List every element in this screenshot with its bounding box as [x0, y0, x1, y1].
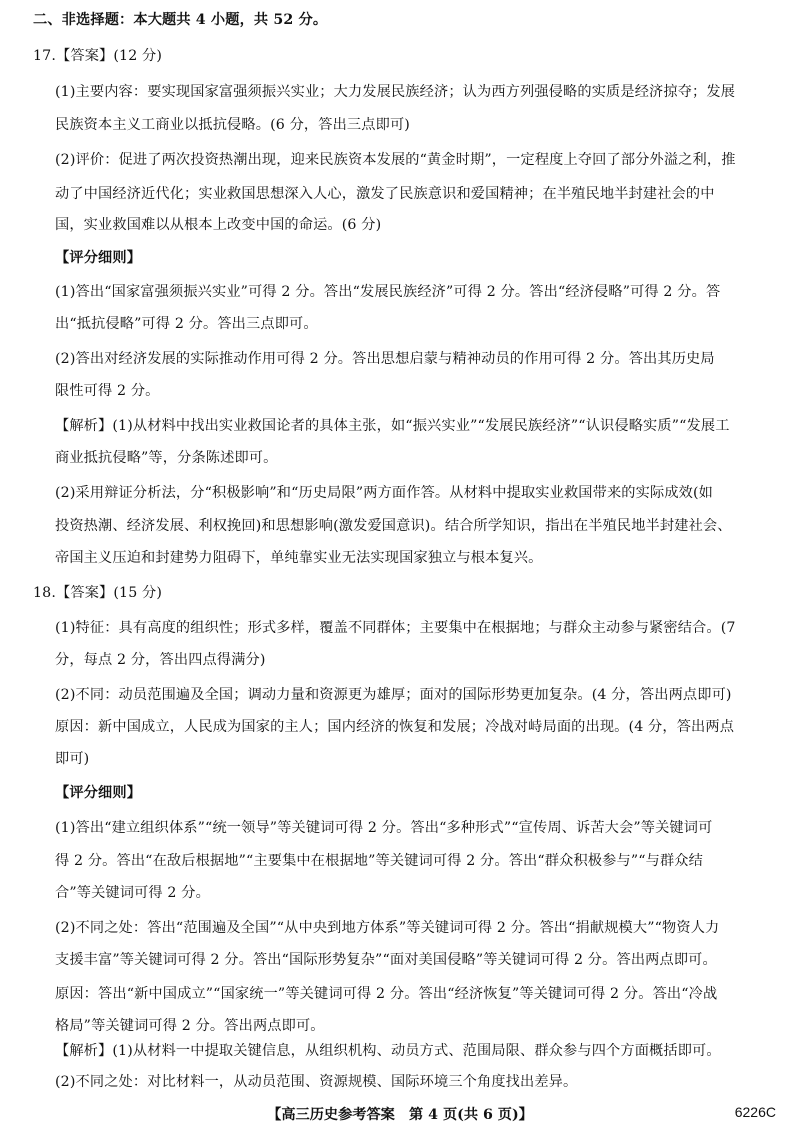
q18-heading: 18.【答案】(15 分) [33, 585, 163, 601]
q18-rubric1-line2: 得 2 分。答出“在敌后根据地”“主要集中在根据地”等关键词可得 2 分。答出“群众积极参与”“与群众结 [55, 853, 703, 869]
q18-rubric1-line1: (1)答出“建立组织体系”“统一领导”等关键词可得 2 分。答出“多种形式”“宣传周、诉苦大会”等关键词可 [55, 820, 713, 836]
q17-analysis2-line1: (2)采用辩证分析法，分“积极影响”和“历史局限”两方面作答。从材料中提取实业救国带来的实际成效(如 [55, 485, 714, 501]
q18-rubric2-line3: 原因：答出“新中国成立”“国家统一”等关键词可得 2 分。答出“经济恢复”等关键词可得 2 分。答出“冷战 [55, 986, 718, 1002]
q17-analysis1-line2: 商业抵抗侵略”等，分条陈述即可。 [55, 450, 278, 466]
q18-answer2-line2: 原因：新中国成立，人民成为国家的主人；国内经济的恢复和发展；冷战对峙局面的出现。(4 分，答出两点 [55, 719, 735, 735]
q17-answer2-line3: 国，实业救国难以从根本上改变中国的命运。(6 分) [55, 217, 382, 233]
page-footer: 【高三历史参考答案 第 4 页(共 6 页)】 [267, 1107, 533, 1123]
q17-rubric2-line1: (2)答出对经济发展的实际推动作用可得 2 分。答出思想启蒙与精神动员的作用可得 2 分。答出其历史局 [55, 351, 715, 367]
q17-analysis2-line2: 投资热潮、经济发展、利权挽回)和思想影响(激发爱国意识)。结合所学知识，指出在半殖民地半封建社会、 [55, 518, 732, 534]
q17-heading: 17.【答案】(12 分) [33, 48, 163, 64]
q17-rubric1-line1: (1)答出“国家富强须振兴实业”可得 2 分。答出“发展民族经济”可得 2 分。答出“经济侵略”可得 2 分。答 [55, 284, 721, 300]
q18-rubric2-line4: 格局”等关键词可得 2 分。答出两点即可。 [55, 1018, 325, 1034]
q17-rubric2-line2: 限性可得 2 分。 [55, 383, 160, 399]
q17-analysis2-line3: 帝国主义压迫和封建势力阻碍下，单纯靠实业无法实现国家独立与根本复兴。 [55, 550, 543, 566]
q17-rubric1-line2: 出“抵抗侵略”可得 2 分。答出三点即可。 [55, 316, 318, 332]
q17-answer1-line2: 民族资本主义工商业以抵抗侵略。(6 分，答出三点即可) [55, 117, 410, 133]
document-code: 6226C [734, 1104, 776, 1120]
q18-rubric-title: 【评分细则】 [55, 785, 142, 801]
section-title: 二、非选择题：本大题共 4 小题，共 52 分。 [33, 12, 328, 28]
q17-answer2-line2: 动了中国经济近代化；实业救国思想深入人心，激发了民族意识和爱国精神；在半殖民地半封建社会的中 [55, 186, 715, 202]
q17-answer2-line1: (2)评价：促进了两次投资热潮出现，迎来民族资本发展的“黄金时期”，一定程度上夺回了部分外溢之利，推 [55, 152, 736, 168]
q18-answer2-line1: (2)不同：动员范围遍及全国；调动力量和资源更为雄厚；面对的国际形势更加复杂。(4 分，答出两点即可) [55, 687, 732, 703]
q18-rubric1-line3: 合”等关键词可得 2 分。 [55, 885, 210, 901]
q17-rubric-title: 【评分细则】 [55, 250, 142, 266]
q17-analysis1-line1: 【解析】(1)从材料中找出实业救国论者的具体主张，如“振兴实业”“发展民族经济”“认识侵略实质”“发展工 [55, 418, 730, 434]
q17-answer1-line1: (1)主要内容：要实现国家富强须振兴实业；大力发展民族经济；认为西方列强侵略的实质是经济掠夺；发展 [55, 84, 736, 100]
q18-answer1-line2: 分，每点 2 分，答出四点得满分) [55, 652, 266, 668]
q18-answer1-line1: (1)特征：具有高度的组织性；形式多样，覆盖不同群体；主要集中在根据地；与群众主动参与紧密结合。(7 [55, 620, 736, 636]
q18-rubric2-line2: 支援丰富”等关键词可得 2 分。答出“国际形势复杂”“面对美国侵略”等关键词可得 2 分。答出两点即可。 [55, 952, 717, 968]
q18-analysis2-line1: (2)不同之处：对比材料一，从动员范围、资源规模、国际环境三个角度找出差异。 [55, 1074, 578, 1090]
q18-answer2-line3: 即可) [55, 751, 90, 767]
q18-rubric2-line1: (2)不同之处：答出“范围遍及全国”“从中央到地方体系”等关键词可得 2 分。答出“捐献规模大”“物资人力 [55, 920, 720, 936]
q18-analysis1-line1: 【解析】(1)从材料一中提取关键信息，从组织机构、动员方式、范围局限、群众参与四个方面概括即可。 [55, 1043, 721, 1059]
